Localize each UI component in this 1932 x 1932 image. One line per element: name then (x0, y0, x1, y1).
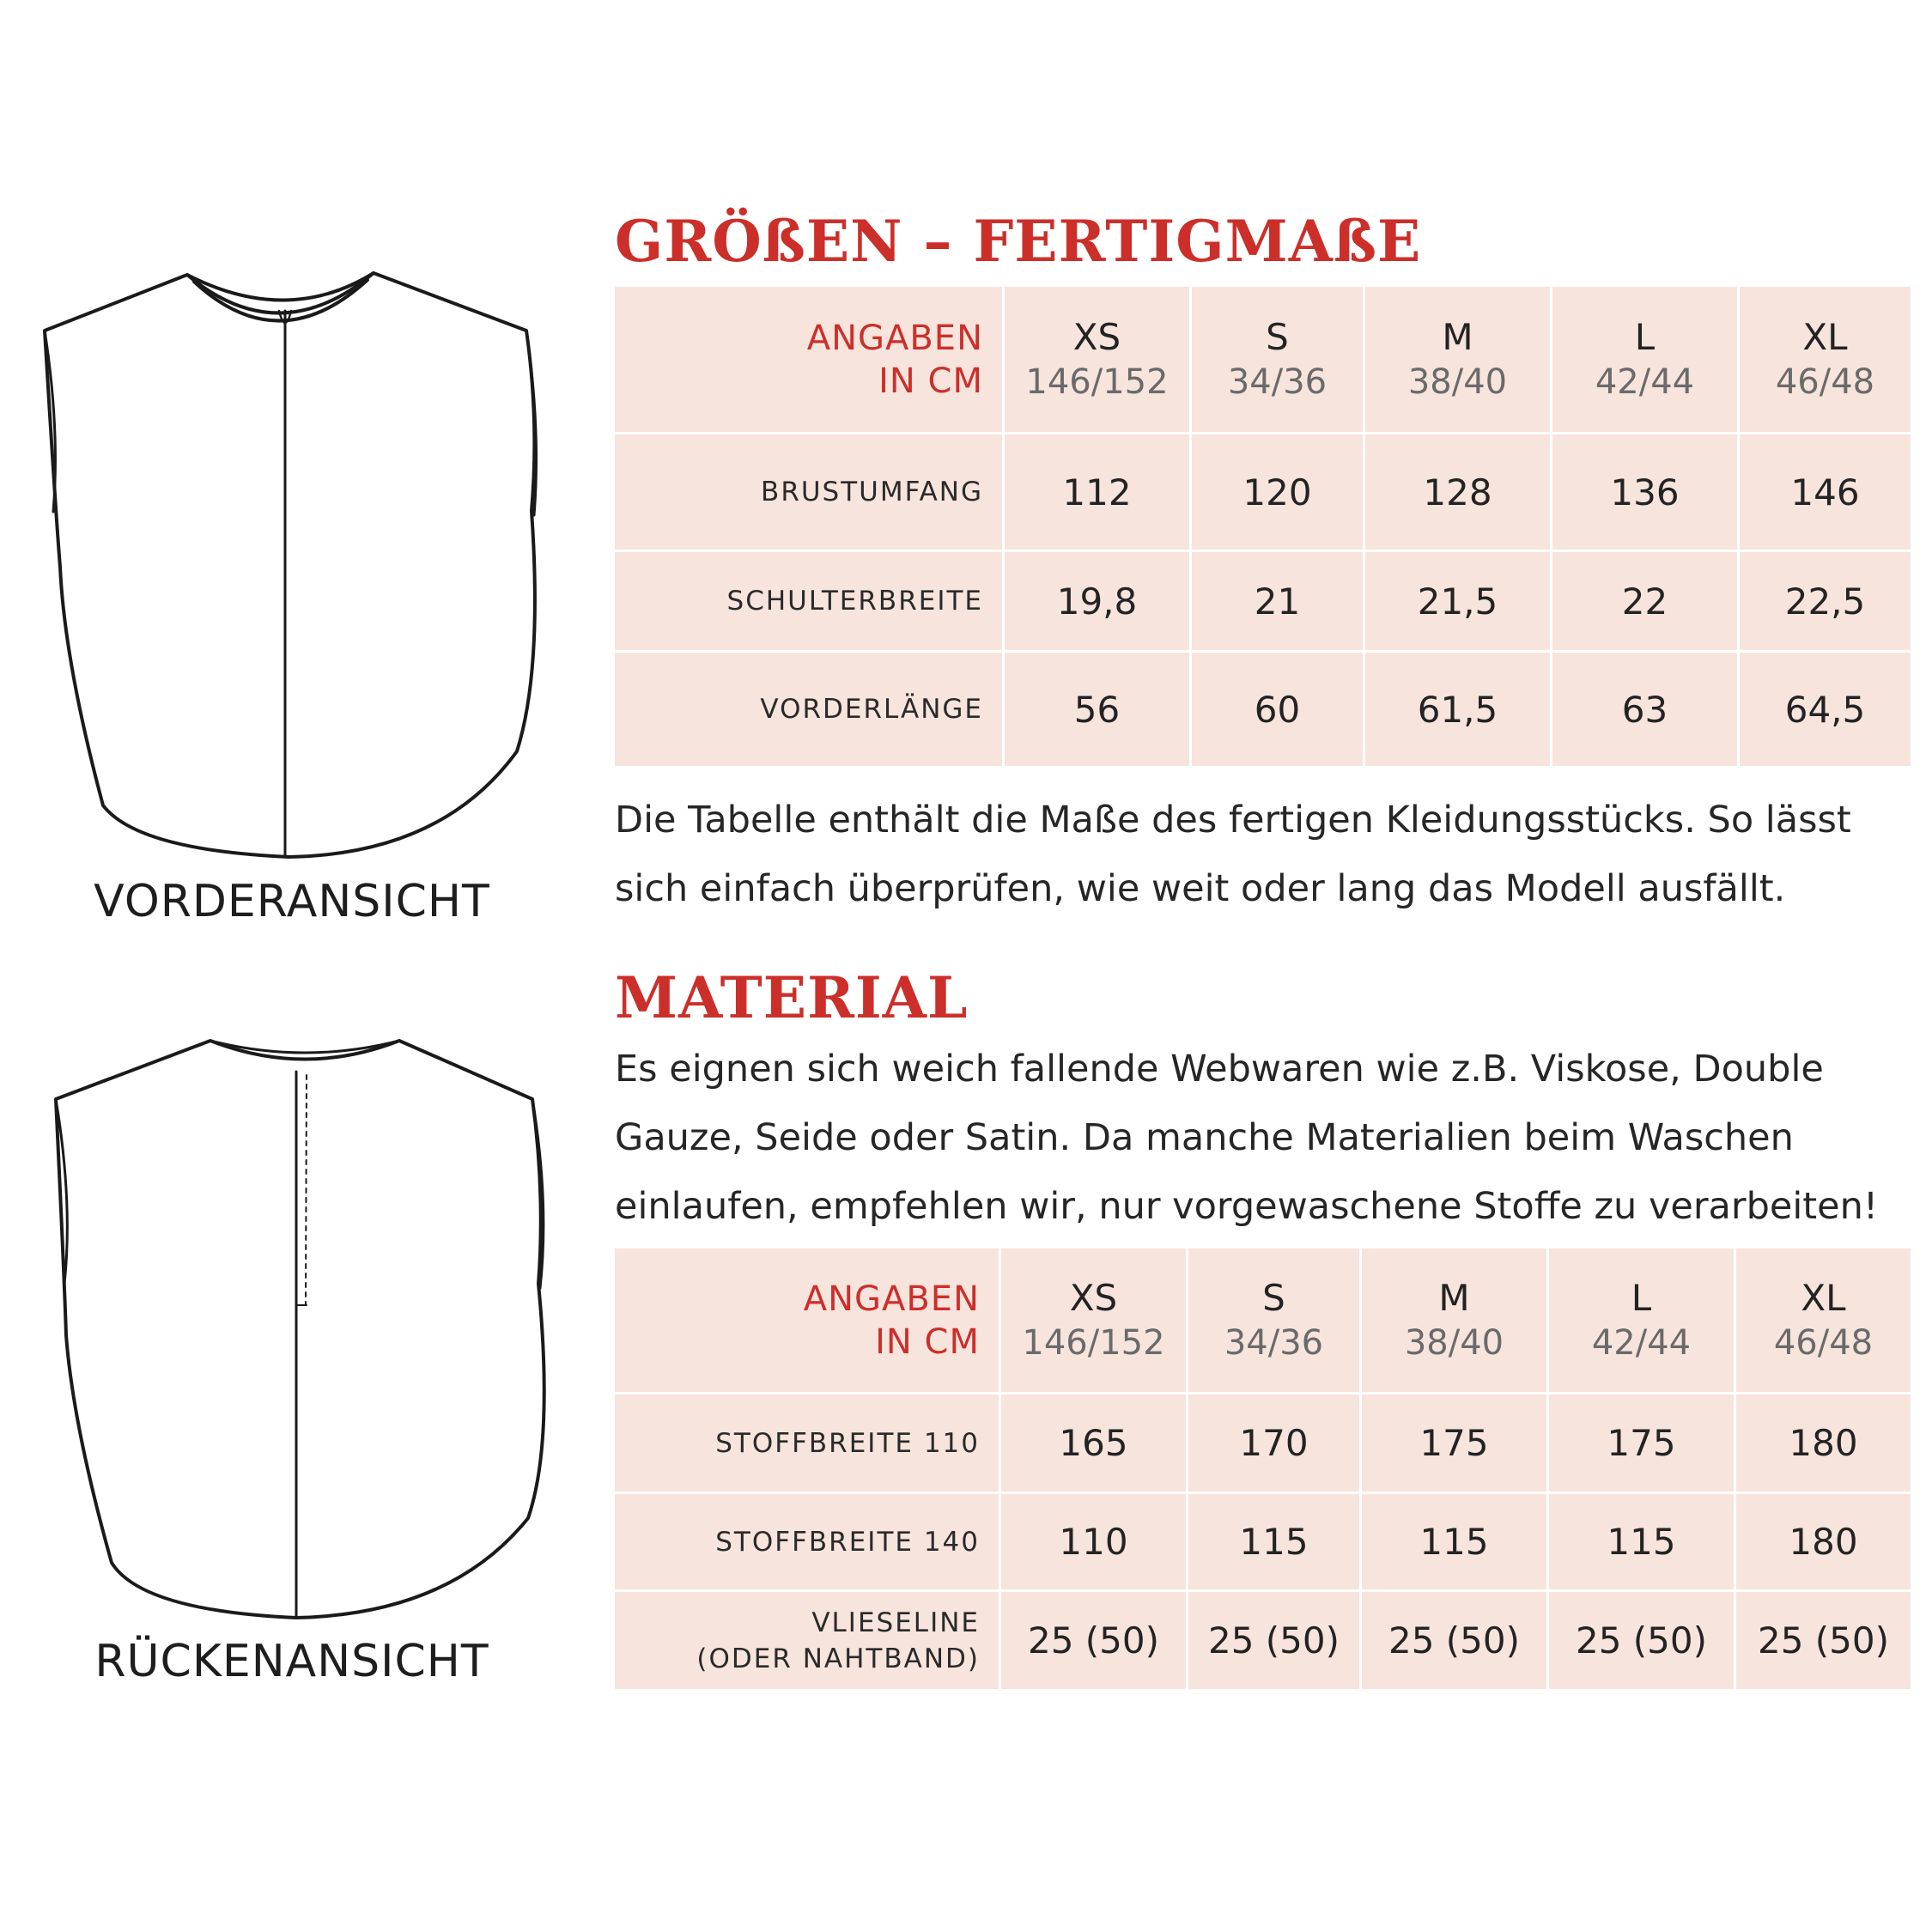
table-cell: 19,8 (1004, 551, 1191, 652)
table-cell: 63 (1552, 652, 1739, 768)
table-row (614, 1493, 1912, 1591)
row-label-vlieseline: VLIESELINE (ODER NAHTBAND) (614, 1591, 1000, 1691)
table-cell: 22,5 (1739, 551, 1912, 652)
table-cell: 165 (1000, 1394, 1188, 1493)
table-cell: 61,5 (1364, 652, 1552, 768)
back-view-sketch (47, 1030, 562, 1623)
sizes-col-xl: XL 46/48 (1739, 286, 1912, 434)
table-cell: 56 (1004, 652, 1191, 768)
table-row (614, 551, 1912, 652)
table-row (614, 1591, 1912, 1691)
table-cell: 21 (1191, 551, 1364, 652)
material-col-m: M 38/40 (1361, 1248, 1548, 1394)
table-cell: 21,5 (1364, 551, 1552, 652)
table-cell: 180 (1735, 1493, 1912, 1591)
table-cell: 25 (50) (1548, 1591, 1735, 1691)
table-cell: 115 (1361, 1493, 1548, 1591)
table-cell: 110 (1000, 1493, 1188, 1591)
row-label-brustumfang: BRUSTUMFANG (614, 434, 1004, 551)
material-header-row (614, 1248, 1912, 1394)
front-view-sketch (34, 258, 550, 876)
table-cell: 128 (1364, 434, 1552, 551)
material-heading: MATERIAL (615, 964, 969, 1031)
table-cell: 170 (1188, 1394, 1361, 1493)
table-cell: 25 (50) (1735, 1591, 1912, 1691)
sizes-col-s: S 34/36 (1191, 286, 1364, 434)
table-cell: 22 (1552, 551, 1739, 652)
table-row (614, 434, 1912, 551)
material-col-xl: XL 46/48 (1735, 1248, 1912, 1394)
sizes-col-l: L 42/44 (1552, 286, 1739, 434)
table-row (614, 1394, 1912, 1493)
table-cell: 175 (1361, 1394, 1548, 1493)
back-view-caption: RÜCKENANSICHT (94, 1636, 489, 1687)
table-cell: 64,5 (1739, 652, 1912, 768)
row-label-schulterbreite: SCHULTERBREITE (614, 551, 1004, 652)
sizes-heading: GRÖßEN – FERTIGMAßE (615, 208, 1422, 275)
front-view-caption: VORDERANSICHT (94, 876, 490, 927)
sizes-col-xs: XS 146/152 (1004, 286, 1191, 434)
sizes-corner-label: ANGABEN IN CM (614, 286, 1004, 434)
material-text: Es eignen sich weich fallende Webwaren wie z.B. Viskose, Double Gauze, Seide oder Satin. Da manche Materialien beim Waschen einlaufen, empfehlen wir, nur vorgewaschene Stoffe zu verarbeiten! (615, 1048, 1879, 1228)
table-cell: 180 (1735, 1394, 1912, 1493)
material-corner-label: ANGABEN IN CM (614, 1248, 1000, 1394)
material-table (612, 1246, 1913, 1692)
sizes-header-row (614, 286, 1912, 434)
table-cell: 136 (1552, 434, 1739, 551)
table-cell: 25 (50) (1000, 1591, 1188, 1691)
sizes-note: Die Tabelle enthält die Maße des fertigen Kleidungsstücks. So lässt sich einfach überprüfen, wie weit oder lang das Modell ausfällt. (615, 799, 1851, 910)
table-cell: 115 (1188, 1493, 1361, 1591)
sizes-col-m: M 38/40 (1364, 286, 1552, 434)
material-col-l: L 42/44 (1548, 1248, 1735, 1394)
table-cell: 25 (50) (1361, 1591, 1548, 1691)
table-cell: 120 (1191, 434, 1364, 551)
material-col-xs: XS 146/152 (1000, 1248, 1188, 1394)
table-cell: 25 (50) (1188, 1591, 1361, 1691)
sizes-table (612, 284, 1913, 769)
table-row (614, 652, 1912, 768)
row-label-stoffbreite-110: STOFFBREITE 110 (614, 1394, 1000, 1493)
table-cell: 146 (1739, 434, 1912, 551)
material-col-s: S 34/36 (1188, 1248, 1361, 1394)
table-cell: 115 (1548, 1493, 1735, 1591)
table-cell: 175 (1548, 1394, 1735, 1493)
table-cell: 60 (1191, 652, 1364, 768)
row-label-stoffbreite-140: STOFFBREITE 140 (614, 1493, 1000, 1591)
table-cell: 112 (1004, 434, 1191, 551)
row-label-vorderlaenge: VORDERLÄNGE (614, 652, 1004, 768)
